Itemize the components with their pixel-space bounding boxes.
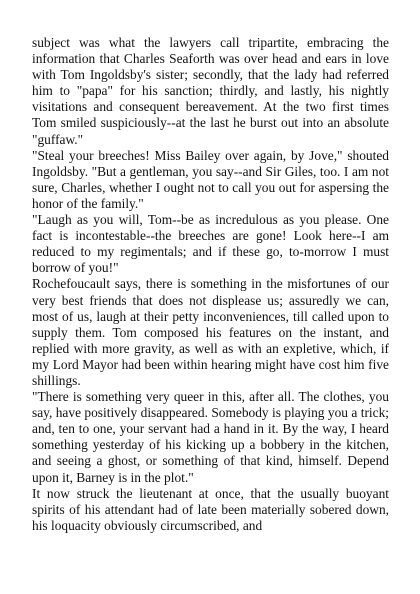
paragraph-3: "Laugh as you will, Tom--be as incredulous as you please. One fact is incontestable--the breeches are gone! Look here--I am reduced to my regimentals; and if these go, to-morrow I must borrow of you!" [32,212,389,276]
paragraph-2: "Steal your breeches! Miss Bailey over again, by Jove," shouted Ingoldsby. "But a gentleman, you say--and Sir Giles, too. I am not sure, Charles, whether I ought not to call you out for aspersing the honor of the family." [32,147,389,211]
paragraph-6: It now struck the lieutenant at once, that the usually buoyant spirits of his attendant had of late been materially sobered down, his loquacity obviously circumscribed, and [32,485,389,533]
page-body [32,35,389,534]
paragraph-1: subject was what the lawyers call tripartite, embracing the information that Charles Seaforth was over head and ears in love with Tom Ingoldsby's sister; secondly, that the lady had referred him to "papa" for his sanction; thirdly, and lastly, his nightly visitations and consequent bereavement. At the two first times Tom smiled suspiciously--at the last he burst out into an absolute "guffaw." [32,35,389,147]
paragraph-4: Rochefoucault says, there is something in the misfortunes of our very best friends that does not displease us; assuredly we can, most of us, laugh at their petty inconveniences, till called upon to supply them. Tom composed his features on the instant, and replied with more gravity, as well as with an expletive, which, if my Lord Mayor had been within hearing might have cost him five shillings. [32,276,389,388]
paragraph-5: "There is something very queer in this, after all. The clothes, you say, have positively disappeared. Somebody is playing you a trick; and, ten to one, your servant had a hand in it. By the way, I heard something yesterday of his kicking up a bobbery in the kitchen, and seeing a ghost, or something of that kind, himself. Depend upon it, Barney is in the plot." [32,389,389,485]
